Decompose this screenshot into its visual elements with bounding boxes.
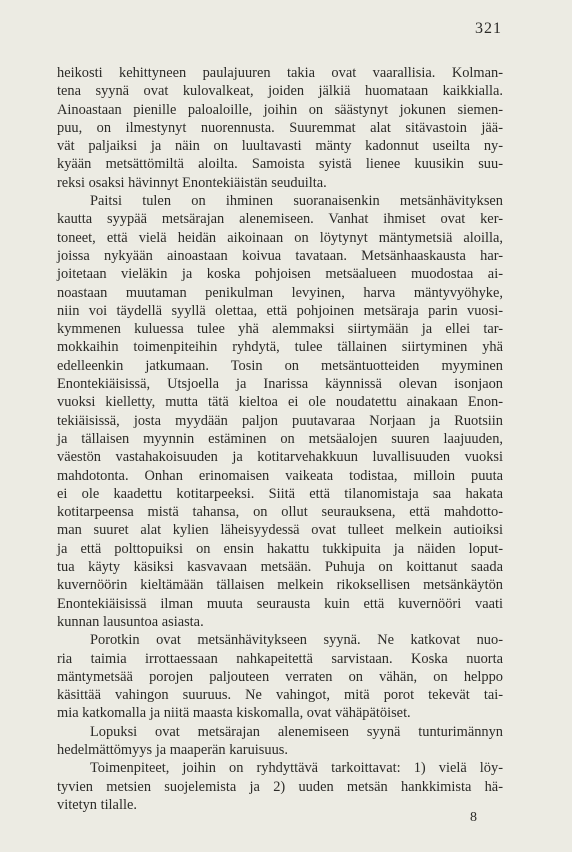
body-text — [57, 64, 503, 814]
text-line: Lopuksi ovat metsärajan alenemiseen syynä tunturimännyn — [90, 723, 503, 740]
text-line: Toimenpiteet, joihin on ryhdyttävä tarkoittavat: 1) vielä löy- — [90, 760, 503, 777]
text-line: ja että polttopuiksi on ensin hakattu tukkipuita ja näiden loput- — [57, 540, 503, 557]
text-line: hedelmättömyys ja maaperän karuisuus. — [57, 741, 288, 758]
text-line: vät paljaiksi ja näin on luultavasti mänty kadonnut useilta ny- — [57, 138, 503, 155]
text-line: vuoksi kielletty, mutta tätä kieltoa ei ole noudatettu ainakaan Enon- — [57, 394, 503, 411]
text-line: mahdotonta. Onhan erinomaisen vaikeata todistaa, milloin puuta — [57, 467, 503, 484]
text-line: tekiäisissä, josta myydään paljon puutavaraa Norjaan ja Ruotsiin — [57, 412, 503, 429]
text-line: vitetyn tilalle. — [57, 796, 137, 813]
text-line: kunnan lausuntoa asiasta. — [57, 613, 204, 630]
text-line: Porotkin ovat metsänhävitykseen syynä. Ne katkovat nuo- — [90, 632, 503, 649]
text-line: joissa nykyään ainoastaan koivua tavataan. Metsänhaaskausta har- — [57, 247, 503, 264]
text-line: mokkaihin toimenpiteihin ryhdytä, tulee tällainen siirtyminen yhä — [57, 339, 503, 356]
text-line: kyään metsättömiltä aloilta. Samoista syistä lienee kuusikin suu- — [57, 156, 503, 173]
text-line: mia katkomalla ja niitä maasta kiskomalla, ovat vähäpätöiset. — [57, 705, 411, 722]
text-line: käsittää vahingon suuruus. Ne vahingot, mitä porot tekevät tai- — [57, 687, 503, 704]
text-line: toneet, että vielä heidän aikoinaan on löytynyt mäntymetsiä aloilla, — [57, 229, 503, 246]
text-line: kuvernöörin kieltämään tällaisen melkein rikoksellisen metsänkäytön — [57, 577, 503, 594]
text-line: tena syynä ovat kulovalkeat, joiden jälkiä huomataan kaikkialla. — [57, 83, 503, 100]
text-line: kotitarpeensa mistä tahansa, on ollut seurauksena, että mahdotto- — [57, 504, 503, 521]
text-line: joitetaan vieläkin ja koska pohjoisen metsäalueen muodostaa ai- — [57, 266, 503, 283]
text-line: puu, on ilmestynyt nuorennusta. Suuremmat alat sitävastoin jää- — [57, 119, 503, 136]
text-line: Enontekiäisissä ilman muuta seurausta kuin että kuvernööri vaati — [57, 595, 503, 612]
text-line: mäntymetsää porojen paljouteen verraten on vähän, on helppo — [57, 668, 503, 685]
text-line: Enontekiäisissä, Utsjoella ja Inarissa käynnissä olevan isonjaon — [57, 376, 503, 393]
text-line: niin voi täydellä syyllä olettaa, että pohjoinen metsäraja parin vuosi- — [57, 302, 503, 319]
text-line: edelleenkin jatkumaan. Tosin on metsäntuotteiden myyminen — [57, 357, 503, 374]
text-line: Ainoastaan pienille paloaloille, joihin on säästynyt jokunen siemen- — [57, 101, 503, 118]
text-line: heikosti kehittyneen paulajuuren takia ovat vaarallisia. Kolman- — [57, 65, 503, 81]
text-line: tyvien metsien suojelemista ja 2) uuden metsän hankkimista hä- — [57, 778, 503, 795]
text-line: noastaan muutaman penikulman levyinen, harva mäntyvyöhyke, — [57, 284, 503, 301]
text-line: ria taimia irrottaessaan nahkapeitettä sarvistaan. Koska nuorta — [57, 650, 503, 667]
text-line: väestön vastahakoisuuden ja kotitarvehakkuun luvallisuuden vuoksi — [57, 449, 503, 466]
printer-signature-mark: 8 — [470, 810, 477, 825]
text-line: ei ole kaadettu kotitarpeeksi. Siitä että tilanomistaja saa hakata — [57, 485, 503, 502]
text-line: kymmenen kuluessa tulee yhä alemmaksi siirtymään ja ellei tar- — [57, 321, 503, 338]
text-line: reksi osaksi hävinnyt Enontekiäistän seuduilta. — [57, 174, 327, 191]
page-number: 321 — [475, 20, 502, 37]
text-line: Paitsi tulen on ihminen suoranaisenkin metsänhävityksen — [90, 193, 503, 210]
text-line: ja tällaisen myynnin estäminen on metsäalojen suuren laajuuden, — [57, 430, 503, 447]
text-line: tua käyty käsiksi kasvavaan metsään. Puhuja on koittanut saada — [57, 559, 503, 576]
text-line: kautta syypää metsärajan alenemiseen. Vanhat ihmiset ovat ker- — [57, 211, 503, 228]
text-line: man suuret alat kylien läheisyydessä ovat tulleet melkein autioiksi — [57, 522, 503, 539]
